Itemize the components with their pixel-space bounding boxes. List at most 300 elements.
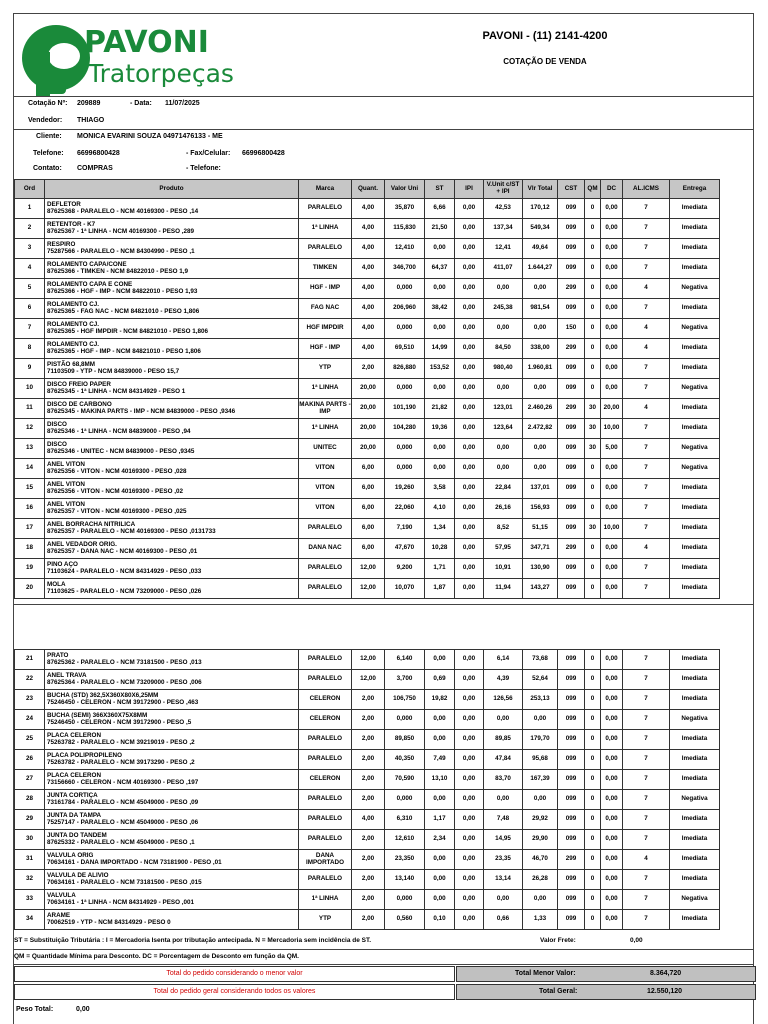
cell-dc: 0,00: [601, 579, 623, 599]
cell-dc: 0,00: [601, 730, 623, 750]
cell-qm: 0: [585, 850, 601, 870]
table-row: [15, 710, 720, 730]
total-min-value: 8.364,720: [650, 970, 682, 977]
cell-ipi: 0,00: [455, 710, 484, 730]
cell-brand: PARALELO: [299, 870, 352, 890]
cell-cst: 099: [558, 259, 585, 279]
total-all-caption: Total do pedido geral considerando todos os valores: [14, 984, 455, 1000]
product-detail: 87625346 - UNITEC - NCM 84839000 - PESO ,9345: [47, 447, 195, 455]
cell-unit-price: 69,510: [385, 339, 425, 359]
cell-cst: 099: [558, 199, 585, 219]
cell-product: [45, 379, 299, 399]
product-detail: 75246450 - CELERON - NCM 39172900 - PESO ,463: [47, 698, 199, 706]
product-detail: 87625366 - TIMKEN - NCM 84822010 - PESO 1,9: [47, 267, 189, 275]
product-detail: 75263782 - PARALELO - NCM 39173290 - PESO ,2: [47, 758, 195, 766]
table-row: [15, 359, 720, 379]
client-label: Cliente:: [36, 133, 62, 140]
product-detail: 87625345 - MAKINA PARTS - IMP - NCM 84839000 - PESO ,9346: [47, 407, 236, 415]
cell-qty: 6,00: [352, 479, 385, 499]
cell-ord: 13: [15, 439, 45, 459]
cell-icms: 7: [623, 259, 670, 279]
product-name: ANEL VEDADOR ORIG.: [47, 540, 117, 548]
cell-unit-total: 0,66: [484, 910, 523, 930]
cell-unit-price: 0,000: [385, 379, 425, 399]
cell-product: [45, 199, 299, 219]
cell-dc: 0,00: [601, 539, 623, 559]
product-detail: 87625367 - 1ª LINHA - NCM 40169300 - PESO ,289: [47, 227, 194, 235]
cell-icms: 7: [623, 299, 670, 319]
cell-dc: 0,00: [601, 279, 623, 299]
cell-delivery: Imediata: [670, 299, 720, 319]
cell-qm: 0: [585, 650, 601, 670]
product-detail: 87625345 - 1ª LINHA - NCM 84314929 - PESO 1: [47, 387, 186, 395]
product-name: DISCO: [47, 420, 67, 428]
cell-cst: 099: [558, 519, 585, 539]
cell-qty: 2,00: [352, 710, 385, 730]
cell-qty: 20,00: [352, 439, 385, 459]
cell-unit-price: 40,350: [385, 750, 425, 770]
product-detail: 87625357 - DANA NAC - NCM 40169300 - PESO ,01: [47, 547, 198, 555]
cell-total: 253,13: [523, 690, 558, 710]
col-header: IPI: [455, 180, 484, 199]
cell-total: 26,28: [523, 870, 558, 890]
cell-product: [45, 830, 299, 850]
cell-cst: 099: [558, 579, 585, 599]
cell-qm: 30: [585, 399, 601, 419]
col-header: DC: [601, 180, 623, 199]
table-row: [15, 199, 720, 219]
table-row: [15, 870, 720, 890]
cell-icms: 7: [623, 359, 670, 379]
cell-qty: 2,00: [352, 359, 385, 379]
cell-qm: 30: [585, 519, 601, 539]
cell-delivery: Imediata: [670, 730, 720, 750]
phone-value: 66996800428: [77, 150, 120, 157]
cell-qty: 4,00: [352, 199, 385, 219]
cell-product: [45, 259, 299, 279]
cell-ord: 29: [15, 810, 45, 830]
cell-unit-total: 12,41: [484, 239, 523, 259]
cell-unit-price: 826,880: [385, 359, 425, 379]
cell-delivery: Negativa: [670, 319, 720, 339]
cell-st: 1,17: [425, 810, 455, 830]
cell-dc: 0,00: [601, 650, 623, 670]
cell-unit-total: 411,07: [484, 259, 523, 279]
cell-qty: 2,00: [352, 890, 385, 910]
cell-icms: 7: [623, 830, 670, 850]
cell-st: 21,50: [425, 219, 455, 239]
product-name: JUNTA DA TAMPA: [47, 811, 102, 819]
cell-product: [45, 870, 299, 890]
cell-icms: 7: [623, 519, 670, 539]
product-detail: 70634161 - DANA IMPORTADO - NCM 73181900 - PESO ,01: [47, 858, 222, 866]
cell-st: 64,37: [425, 259, 455, 279]
cell-ord: 1: [15, 199, 45, 219]
cell-icms: 7: [623, 439, 670, 459]
cell-ipi: 0,00: [455, 299, 484, 319]
cell-qty: 6,00: [352, 499, 385, 519]
cell-product: [45, 439, 299, 459]
cell-unit-price: 19,260: [385, 479, 425, 499]
cell-qm: 0: [585, 219, 601, 239]
cell-total: 95,68: [523, 750, 558, 770]
cell-ord: 10: [15, 379, 45, 399]
cell-ord: 4: [15, 259, 45, 279]
cell-icms: 4: [623, 339, 670, 359]
freight-value: 0,00: [630, 937, 643, 944]
cell-st: 1,34: [425, 519, 455, 539]
cell-ipi: 0,00: [455, 239, 484, 259]
cell-icms: 7: [623, 770, 670, 790]
total-all-label: Total Geral:: [539, 988, 578, 995]
product-name: ANEL VITON: [47, 500, 85, 508]
cell-ipi: 0,00: [455, 399, 484, 419]
col-header: AL.ICMS: [623, 180, 670, 199]
cell-brand: CELERON: [299, 690, 352, 710]
cell-st: 19,36: [425, 419, 455, 439]
cell-delivery: Imediata: [670, 219, 720, 239]
cell-icms: 7: [623, 790, 670, 810]
cell-dc: 0,00: [601, 239, 623, 259]
table-row: [15, 539, 720, 559]
product-detail: 71103625 - PARALELO - NCM 73209000 - PESO ,026: [47, 587, 202, 595]
cell-total: 52,64: [523, 670, 558, 690]
cell-unit-price: 9,200: [385, 559, 425, 579]
cell-product: [45, 750, 299, 770]
cell-qm: 0: [585, 359, 601, 379]
weight-label: Peso Total:: [16, 1006, 54, 1013]
cell-total: 0,00: [523, 790, 558, 810]
cell-unit-total: 42,53: [484, 199, 523, 219]
cell-unit-total: 84,50: [484, 339, 523, 359]
cell-icms: 7: [623, 750, 670, 770]
cell-st: 0,00: [425, 710, 455, 730]
cell-product: [45, 770, 299, 790]
cell-brand: MAKINA PARTS - IMP: [299, 399, 352, 419]
cell-cst: 099: [558, 690, 585, 710]
col-header: Quant.: [352, 180, 385, 199]
col-header: Ord: [15, 180, 45, 199]
cell-st: 4,10: [425, 499, 455, 519]
cell-ipi: 0,00: [455, 259, 484, 279]
product-name: ROLAMENTO CJ.: [47, 300, 100, 308]
cell-product: [45, 479, 299, 499]
cell-st: 1,71: [425, 559, 455, 579]
col-header: ST: [425, 180, 455, 199]
cell-qm: 0: [585, 499, 601, 519]
cell-st: 0,00: [425, 730, 455, 750]
cell-total: 981,54: [523, 299, 558, 319]
cell-total: 1.960,81: [523, 359, 558, 379]
cell-unit-total: 0,00: [484, 890, 523, 910]
company-title: PAVONI - (11) 2141-4200: [482, 30, 608, 42]
table-row: [15, 459, 720, 479]
col-header: QM: [585, 180, 601, 199]
cell-total: 0,00: [523, 319, 558, 339]
product-detail: 70634161 - 1ª LINHA - NCM 84314929 - PESO ,001: [47, 898, 194, 906]
cell-delivery: Imediata: [670, 199, 720, 219]
cell-qm: 0: [585, 730, 601, 750]
cell-ipi: 0,00: [455, 419, 484, 439]
cell-brand: PARALELO: [299, 810, 352, 830]
cell-icms: 7: [623, 199, 670, 219]
cell-ipi: 0,00: [455, 539, 484, 559]
cell-st: 0,00: [425, 319, 455, 339]
cell-qty: 4,00: [352, 299, 385, 319]
cell-product: [45, 319, 299, 339]
cell-unit-total: 83,70: [484, 770, 523, 790]
cell-cst: 099: [558, 299, 585, 319]
cell-unit-price: 12,610: [385, 830, 425, 850]
cell-brand: CELERON: [299, 710, 352, 730]
cell-ord: 17: [15, 519, 45, 539]
cell-total: 549,34: [523, 219, 558, 239]
product-name: ROLAMENTO CJ.: [47, 340, 100, 348]
cell-brand: DANA IMPORTADO: [299, 850, 352, 870]
phone-label: Telefone:: [33, 150, 64, 157]
cell-unit-price: 89,850: [385, 730, 425, 750]
cell-dc: 0,00: [601, 559, 623, 579]
cell-dc: 0,00: [601, 319, 623, 339]
product-name: PLACA POLIPROPILENO: [47, 751, 122, 759]
cell-ipi: 0,00: [455, 519, 484, 539]
freight-label: Valor Frete:: [540, 937, 576, 944]
logo-p-mark: [22, 25, 90, 96]
cell-total: 29,92: [523, 810, 558, 830]
table-row: [15, 339, 720, 359]
fax-label: - Fax/Celular:: [186, 150, 231, 157]
cell-cst: 099: [558, 379, 585, 399]
cell-unit-total: 4,39: [484, 670, 523, 690]
product-detail: 87625356 - VITON - NCM 40169300 - PESO ,028: [47, 467, 187, 475]
cell-brand: PARALELO: [299, 790, 352, 810]
cell-st: 0,00: [425, 239, 455, 259]
total-all-box: [456, 984, 756, 1000]
product-name: VALVULA: [47, 891, 76, 899]
table-row: [15, 770, 720, 790]
cell-product: [45, 850, 299, 870]
cell-unit-total: 14,95: [484, 830, 523, 850]
cell-ord: 33: [15, 890, 45, 910]
cell-ipi: 0,00: [455, 199, 484, 219]
cell-ord: 20: [15, 579, 45, 599]
cell-cst: 099: [558, 750, 585, 770]
cell-delivery: Imediata: [670, 579, 720, 599]
cell-delivery: Imediata: [670, 690, 720, 710]
cell-delivery: Imediata: [670, 559, 720, 579]
col-header: Entrega: [670, 180, 720, 199]
cell-icms: 7: [623, 379, 670, 399]
contact-label: Contato:: [33, 165, 62, 172]
cell-delivery: Imediata: [670, 650, 720, 670]
cell-brand: VITON: [299, 499, 352, 519]
cell-unit-total: 13,14: [484, 870, 523, 890]
cell-product: [45, 239, 299, 259]
product-detail: 73161784 - PARALELO - NCM 45049000 - PESO ,09: [47, 798, 199, 806]
cell-ipi: 0,00: [455, 499, 484, 519]
cell-st: 153,52: [425, 359, 455, 379]
cell-dc: 0,00: [601, 259, 623, 279]
product-name: JUNTA DO TANDEM: [47, 831, 107, 839]
cell-unit-price: 10,070: [385, 579, 425, 599]
cell-ord: 11: [15, 399, 45, 419]
table-row: [15, 750, 720, 770]
cell-icms: 7: [623, 810, 670, 830]
cell-unit-total: 123,64: [484, 419, 523, 439]
cell-icms: 7: [623, 239, 670, 259]
table-row: [15, 419, 720, 439]
table-row: [15, 519, 720, 539]
product-name: VALVULA ORIG: [47, 851, 94, 859]
cell-st: 0,00: [425, 459, 455, 479]
cell-cst: 299: [558, 279, 585, 299]
cell-cst: 099: [558, 770, 585, 790]
cell-total: 0,00: [523, 279, 558, 299]
table-row: [15, 479, 720, 499]
cell-dc: 0,00: [601, 339, 623, 359]
cell-qty: 2,00: [352, 770, 385, 790]
cell-dc: 0,00: [601, 199, 623, 219]
product-name: ROLAMENTO CJ.: [47, 320, 100, 328]
cell-ord: 6: [15, 299, 45, 319]
items-table-body: [15, 199, 720, 599]
cell-unit-total: 23,35: [484, 850, 523, 870]
cell-unit-price: 0,560: [385, 910, 425, 930]
col-header: Produto: [45, 180, 299, 199]
cell-total: 130,90: [523, 559, 558, 579]
st-note: ST = Substituição Tributária : I = Mercadoria Isenta por tributação antecipada. N = Mercadoria sem incidência de ST.: [14, 937, 372, 944]
cell-qm: 0: [585, 579, 601, 599]
product-name: BUCHA (SEMI) 366X360X75X8MM: [47, 711, 148, 719]
cell-ipi: 0,00: [455, 279, 484, 299]
cell-qm: 30: [585, 439, 601, 459]
cell-product: [45, 579, 299, 599]
cell-icms: 7: [623, 870, 670, 890]
cell-unit-price: 6,310: [385, 810, 425, 830]
cell-icms: 7: [623, 670, 670, 690]
cell-icms: 7: [623, 219, 670, 239]
cell-unit-total: 7,48: [484, 810, 523, 830]
product-name: ROLAMENTO CAPA E CONE: [47, 280, 133, 288]
cell-cst: 099: [558, 479, 585, 499]
cell-st: 0,00: [425, 279, 455, 299]
table-row: [15, 379, 720, 399]
table-row: [15, 319, 720, 339]
table-row: [15, 499, 720, 519]
cell-cst: 099: [558, 710, 585, 730]
cell-ord: 7: [15, 319, 45, 339]
cell-unit-price: 3,700: [385, 670, 425, 690]
cell-delivery: Imediata: [670, 770, 720, 790]
table-row: [15, 830, 720, 850]
cell-brand: HGF IMPDIR: [299, 319, 352, 339]
cell-ord: 12: [15, 419, 45, 439]
product-name: ARAME: [47, 911, 71, 919]
cell-qm: 0: [585, 910, 601, 930]
cell-unit-price: 0,000: [385, 459, 425, 479]
cell-unit-price: 13,140: [385, 870, 425, 890]
table-row: [15, 399, 720, 419]
cell-total: 29,90: [523, 830, 558, 850]
cell-product: [45, 559, 299, 579]
cell-qty: 20,00: [352, 399, 385, 419]
col-header: Marca: [299, 180, 352, 199]
divider: [14, 604, 754, 605]
cell-qm: 0: [585, 770, 601, 790]
cell-delivery: Imediata: [670, 670, 720, 690]
cell-ipi: 0,00: [455, 790, 484, 810]
cell-cst: 099: [558, 730, 585, 750]
cell-ipi: 0,00: [455, 439, 484, 459]
cell-unit-total: 0,00: [484, 439, 523, 459]
cell-st: 14,99: [425, 339, 455, 359]
cell-icms: 4: [623, 319, 670, 339]
product-detail: 87625357 - VITON - NCM 40169300 - PESO ,025: [47, 507, 187, 515]
cell-total: 51,15: [523, 519, 558, 539]
cell-ipi: 0,00: [455, 810, 484, 830]
cell-ipi: 0,00: [455, 850, 484, 870]
cell-total: 137,01: [523, 479, 558, 499]
cell-dc: 0,00: [601, 830, 623, 850]
cell-brand: PARALELO: [299, 830, 352, 850]
cell-unit-total: 245,38: [484, 299, 523, 319]
divider: [14, 949, 754, 950]
product-name: ANEL VITON: [47, 460, 85, 468]
product-name: DISCO: [47, 440, 67, 448]
product-detail: 75257147 - PARALELO - NCM 45049000 - PESO ,06: [47, 818, 199, 826]
cell-ord: 2: [15, 219, 45, 239]
cell-qty: 12,00: [352, 650, 385, 670]
product-name: DEFLETOR: [47, 200, 81, 208]
cell-total: 0,00: [523, 459, 558, 479]
cell-product: [45, 459, 299, 479]
product-name: PLACA CELERON: [47, 731, 101, 739]
cell-cst: 299: [558, 539, 585, 559]
cell-delivery: Imediata: [670, 870, 720, 890]
cell-total: 167,39: [523, 770, 558, 790]
cell-unit-price: 47,670: [385, 539, 425, 559]
product-detail: 71103509 - YTP - NCM 84839000 - PESO 15,7: [47, 367, 180, 375]
cell-dc: 0,00: [601, 219, 623, 239]
table-row: [15, 690, 720, 710]
cell-product: [45, 710, 299, 730]
cell-ord: 16: [15, 499, 45, 519]
cell-qty: 6,00: [352, 539, 385, 559]
cell-unit-total: 123,01: [484, 399, 523, 419]
cell-product: [45, 650, 299, 670]
cell-total: 1.644,27: [523, 259, 558, 279]
cell-icms: 7: [623, 419, 670, 439]
cell-dc: 0,00: [601, 910, 623, 930]
cell-total: 1,33: [523, 910, 558, 930]
cell-delivery: Imediata: [670, 499, 720, 519]
cell-unit-total: 0,00: [484, 710, 523, 730]
cell-ord: 31: [15, 850, 45, 870]
cell-st: 0,00: [425, 439, 455, 459]
cell-cst: 099: [558, 810, 585, 830]
cell-brand: FAG NAC: [299, 299, 352, 319]
product-name: VALVULA DE ALIVIO: [47, 871, 109, 879]
product-name: PLACA CELERON: [47, 771, 101, 779]
cell-unit-price: 0,000: [385, 319, 425, 339]
cell-total: 338,00: [523, 339, 558, 359]
col-header: V.Unit c/ST + IPI: [484, 180, 523, 199]
total-min-label: Total Menor Valor:: [515, 970, 576, 977]
cell-dc: 10,00: [601, 419, 623, 439]
cell-st: 7,49: [425, 750, 455, 770]
cell-st: 21,82: [425, 399, 455, 419]
cell-brand: 1ª LINHA: [299, 890, 352, 910]
